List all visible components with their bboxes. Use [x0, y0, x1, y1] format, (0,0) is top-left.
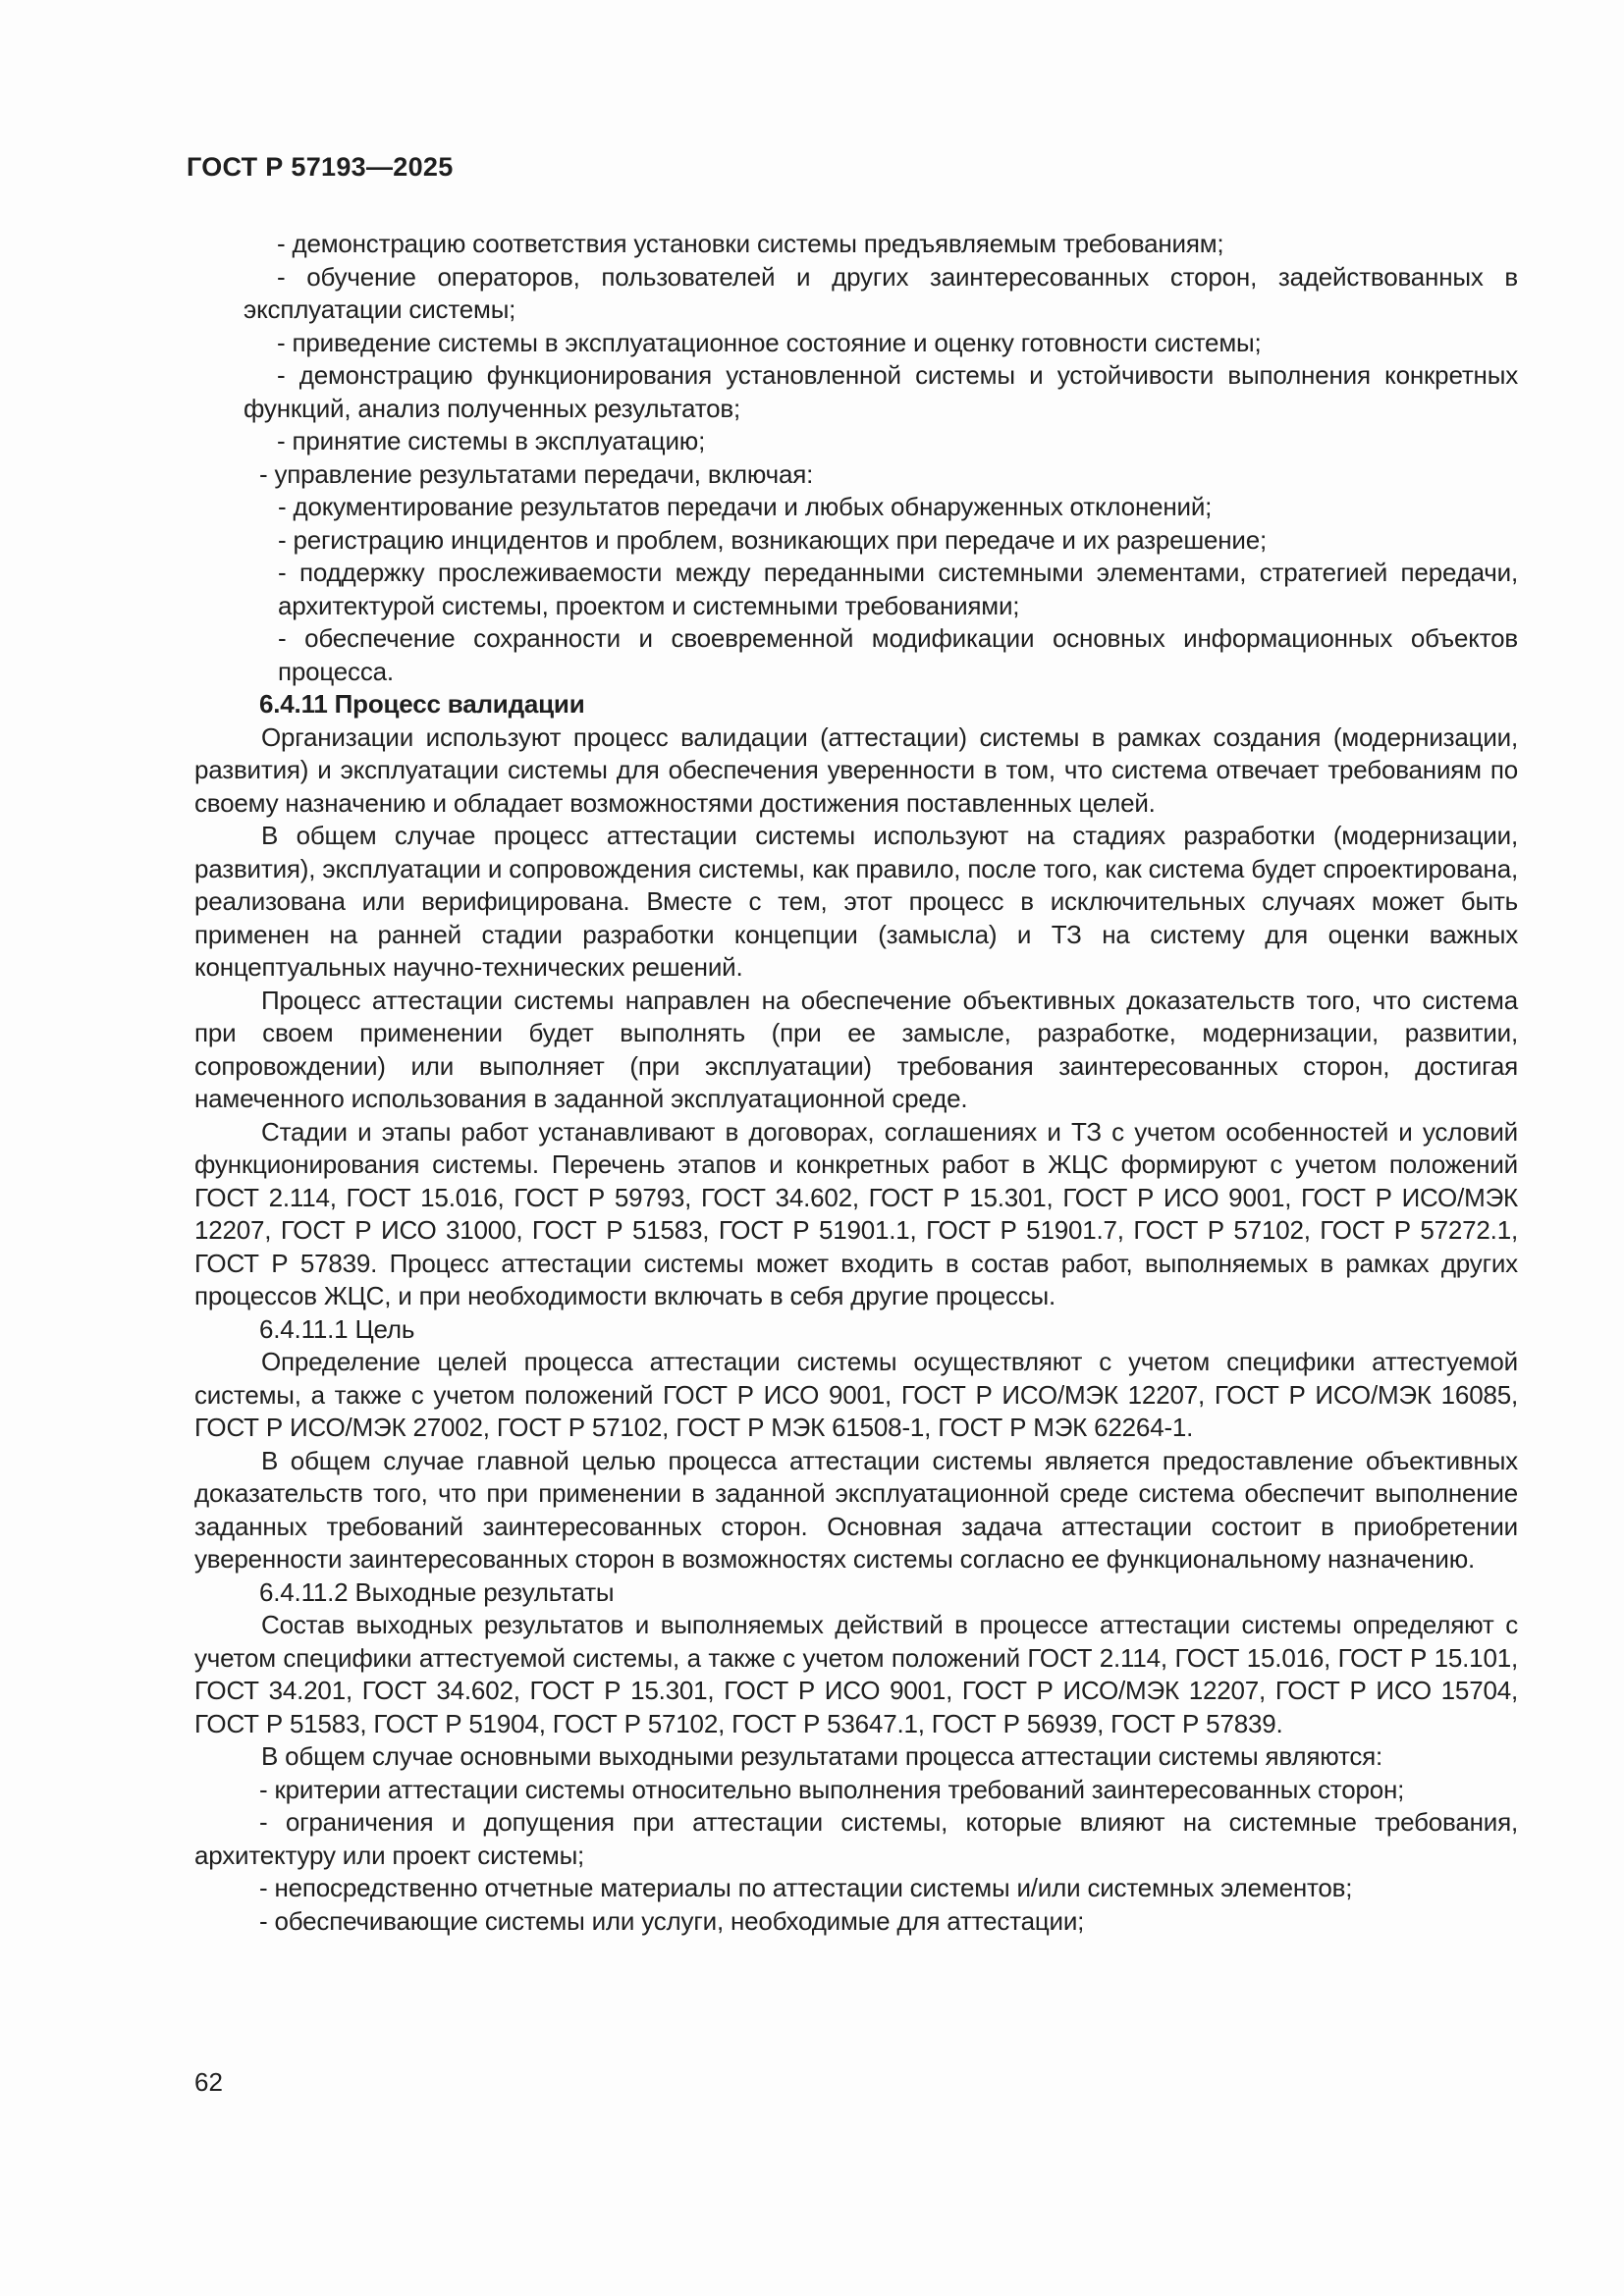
- page-number: 62: [194, 2067, 223, 2097]
- list-item: - приведение системы в эксплуатационное состояние и оценку готовности системы;: [277, 327, 1262, 357]
- document-body: [194, 228, 1518, 1938]
- paragraph: В общем случае главной целью процесса аттестации системы является предоставление объективных доказательств того, что при применении в заданной эксплуатационной среде система обеспечит выполнение заданных требований заинтересованных сторон. Основная задача аттестации состоит в приобретении уверенности заинтересованных сторон в возможностях системы согласно ее функциональному назначению.: [194, 1445, 1518, 1574]
- paragraph: В общем случае основными выходными результатами процесса аттестации системы являются:: [261, 1741, 1383, 1771]
- list-item: - ограничения и допущения при аттестации системы, которые влияют на системные требования, архитектуру или проект системы;: [194, 1807, 1518, 1870]
- subsection-heading: 6.4.11.1 Цель: [259, 1313, 415, 1344]
- list-item: - управление результатами передачи, включая:: [259, 458, 814, 489]
- list-item: - принятие системы в эксплуатацию;: [277, 426, 706, 455]
- list-item: - обеспечение сохранности и своевременной модификации основных информационных объектов процесса.: [278, 623, 1518, 686]
- document-code: ГОСТ Р 57193—2025: [187, 152, 454, 182]
- list-item: - регистрацию инцидентов и проблем, возникающих при передаче и их разрешение;: [278, 524, 1268, 555]
- paragraph: В общем случае процесс аттестации системы используют на стадиях разработки (модернизации, развития), эксплуатации и сопровождения системы, как правило, после того, как система будет спроектирована, реализована или верифицирована. Вместе с тем, этот процесс в исключительных случаях может быть применен на ранней стадии разработки концепции (замысла) и ТЗ на систему для оценки важных концептуальных научно-технических решений.: [194, 821, 1518, 982]
- paragraph: Процесс аттестации системы направлен на обеспечение объективных доказательств того, что система при своем применении будет выполнять (при ее замысле, разработке, модернизации, развитии, сопровождении) или выполняет (при эксплуатации) требования заинтересованных сторон, достигая намеченного использования в заданной эксплуатационной среде.: [194, 985, 1518, 1113]
- paragraph: Стадии и этапы работ устанавливают в договорах, соглашениях и ТЗ с учетом особенностей и условий функционирования системы. Перечень этапов и конкретных работ в ЖЦС формируют с учетом положений ГОСТ 2.114, ГОСТ 15.016, ГОСТ Р 59793, ГОСТ 34.602, ГОСТ Р 15.301, ГОСТ Р ИСО 9001, ГОСТ Р ИСО/МЭК 12207, ГОСТ Р ИСО 31000, ГОСТ Р 51583, ГОСТ Р 51901.1, ГОСТ Р 51901.7, ГОСТ Р 57102, ГОСТ Р 57272.1, ГОСТ Р 57839. Процесс аттестации системы может входить в состав работ, выполняемых в рамках других процессов ЖЦС, и при необходимости включать в себя другие процессы.: [194, 1116, 1518, 1310]
- list-item: - обеспечивающие системы или услуги, необходимые для аттестации;: [259, 1905, 1085, 1936]
- list-item: - демонстрацию функционирования установленной системы и устойчивости выполнения конкретных функций, анализ полученных результатов;: [244, 360, 1518, 423]
- paragraph: Состав выходных результатов и выполняемых действий в процессе аттестации системы определяют с учетом специфики аттестуемой системы, а также с учетом положений ГОСТ 2.114, ГОСТ 15.016, ГОСТ Р 15.101, ГОСТ 34.201, ГОСТ 34.602, ГОСТ Р 15.301, ГОСТ Р ИСО 9001, ГОСТ Р ИСО/МЭК 12207, ГОСТ Р ИСО 15704, ГОСТ Р 51583, ГОСТ Р 51904, ГОСТ Р 57102, ГОСТ Р 53647.1, ГОСТ Р 56939, ГОСТ Р 57839.: [194, 1610, 1518, 1738]
- paragraph: Определение целей процесса аттестации системы осуществляют с учетом специфики аттестуемой системы, а также с учетом положений ГОСТ Р ИСО 9001, ГОСТ Р ИСО/МЭК 12207, ГОСТ Р ИСО/МЭК 16085, ГОСТ Р ИСО/МЭК 27002, ГОСТ Р 57102, ГОСТ Р МЭК 61508-1, ГОСТ Р МЭК 62264-1.: [194, 1347, 1518, 1442]
- list-item: - поддержку прослеживаемости между переданными системными элементами, стратегией передачи, архитектурой системы, проектом и системными требованиями;: [278, 558, 1518, 620]
- subsection-heading: 6.4.11.2 Выходные результаты: [259, 1576, 615, 1607]
- list-item: - демонстрацию соответствия установки системы предъявляемым требованиям;: [277, 229, 1224, 258]
- list-item: - документирование результатов передачи и любых обнаруженных отклонений;: [278, 492, 1213, 521]
- paragraph: Организации используют процесс валидации (аттестации) системы в рамках создания (модернизации, развития) и эксплуатации системы для обеспечения уверенности в том, что система отвечает требованиям по своему назначению и обладает возможностями достижения поставленных целей.: [194, 721, 1518, 818]
- list-item: - обучение операторов, пользователей и других заинтересованных сторон, задействованных в эксплуатации системы;: [244, 261, 1518, 324]
- list-item: - непосредственно отчетные материалы по аттестации системы и/или системных элементов;: [259, 1873, 1353, 1902]
- list-item: - критерии аттестации системы относительно выполнения требований заинтересованных сторон;: [259, 1774, 1405, 1804]
- section-heading: 6.4.11 Процесс валидации: [259, 689, 585, 719]
